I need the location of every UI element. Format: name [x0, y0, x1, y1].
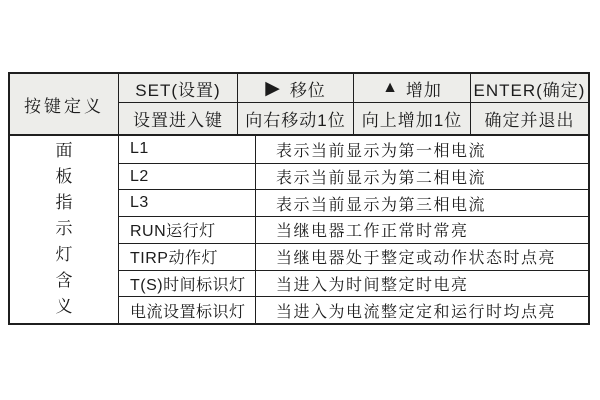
shift-key-label: 移位	[289, 80, 326, 100]
set-key-header	[118, 74, 237, 102]
enter-key-label: ENTER(确定)	[473, 80, 586, 100]
light-meaning-run: 当继电器工作正常时常亮	[255, 216, 588, 243]
light-meaning-l3: 表示当前显示为第三相电流	[255, 189, 588, 216]
increase-key-label: 增加	[405, 80, 442, 100]
light-name-tirp: TIRP动作灯	[118, 243, 255, 270]
panel-lights-section	[10, 136, 588, 323]
key-and-indicator-spec-table	[8, 72, 590, 325]
light-name-l3: L3	[118, 189, 255, 216]
light-meaning-time: 当进入为时间整定时电亮	[255, 270, 588, 297]
increase-key-description: 向上增加1位	[353, 102, 470, 134]
light-name-l1: L1	[118, 136, 255, 163]
shift-key-header	[237, 74, 353, 102]
light-meaning-l2: 表示当前显示为第二相电流	[255, 163, 588, 190]
shift-right-triangle-icon: ▶	[265, 77, 281, 99]
enter-key-header	[470, 74, 588, 102]
increase-key-header	[353, 74, 470, 102]
light-meaning-current: 当进入为电流整定定和运行时均点亮	[255, 296, 588, 323]
button-definitions-label: 按键定义	[24, 96, 104, 116]
up-triangle-icon: ▲	[382, 79, 399, 96]
set-key-label: SET(设置)	[135, 80, 221, 100]
panel-lights-section-label: 面板指示灯含义	[55, 141, 73, 317]
shift-key-description: 向右移动1位	[237, 102, 353, 134]
light-meaning-l1: 表示当前显示为第一相电流	[255, 136, 588, 163]
light-name-run: RUN运行灯	[118, 216, 255, 243]
button-definitions-section	[10, 74, 588, 136]
light-name-time: T(S)时间标识灯	[118, 270, 255, 297]
light-name-current: 电流设置标识灯	[118, 296, 255, 323]
set-key-description: 设置进入键	[118, 102, 237, 134]
enter-key-description: 确定并退出	[470, 102, 588, 134]
light-meaning-tirp: 当继电器处于整定或动作状态时点亮	[255, 243, 588, 270]
light-name-l2: L2	[118, 163, 255, 190]
